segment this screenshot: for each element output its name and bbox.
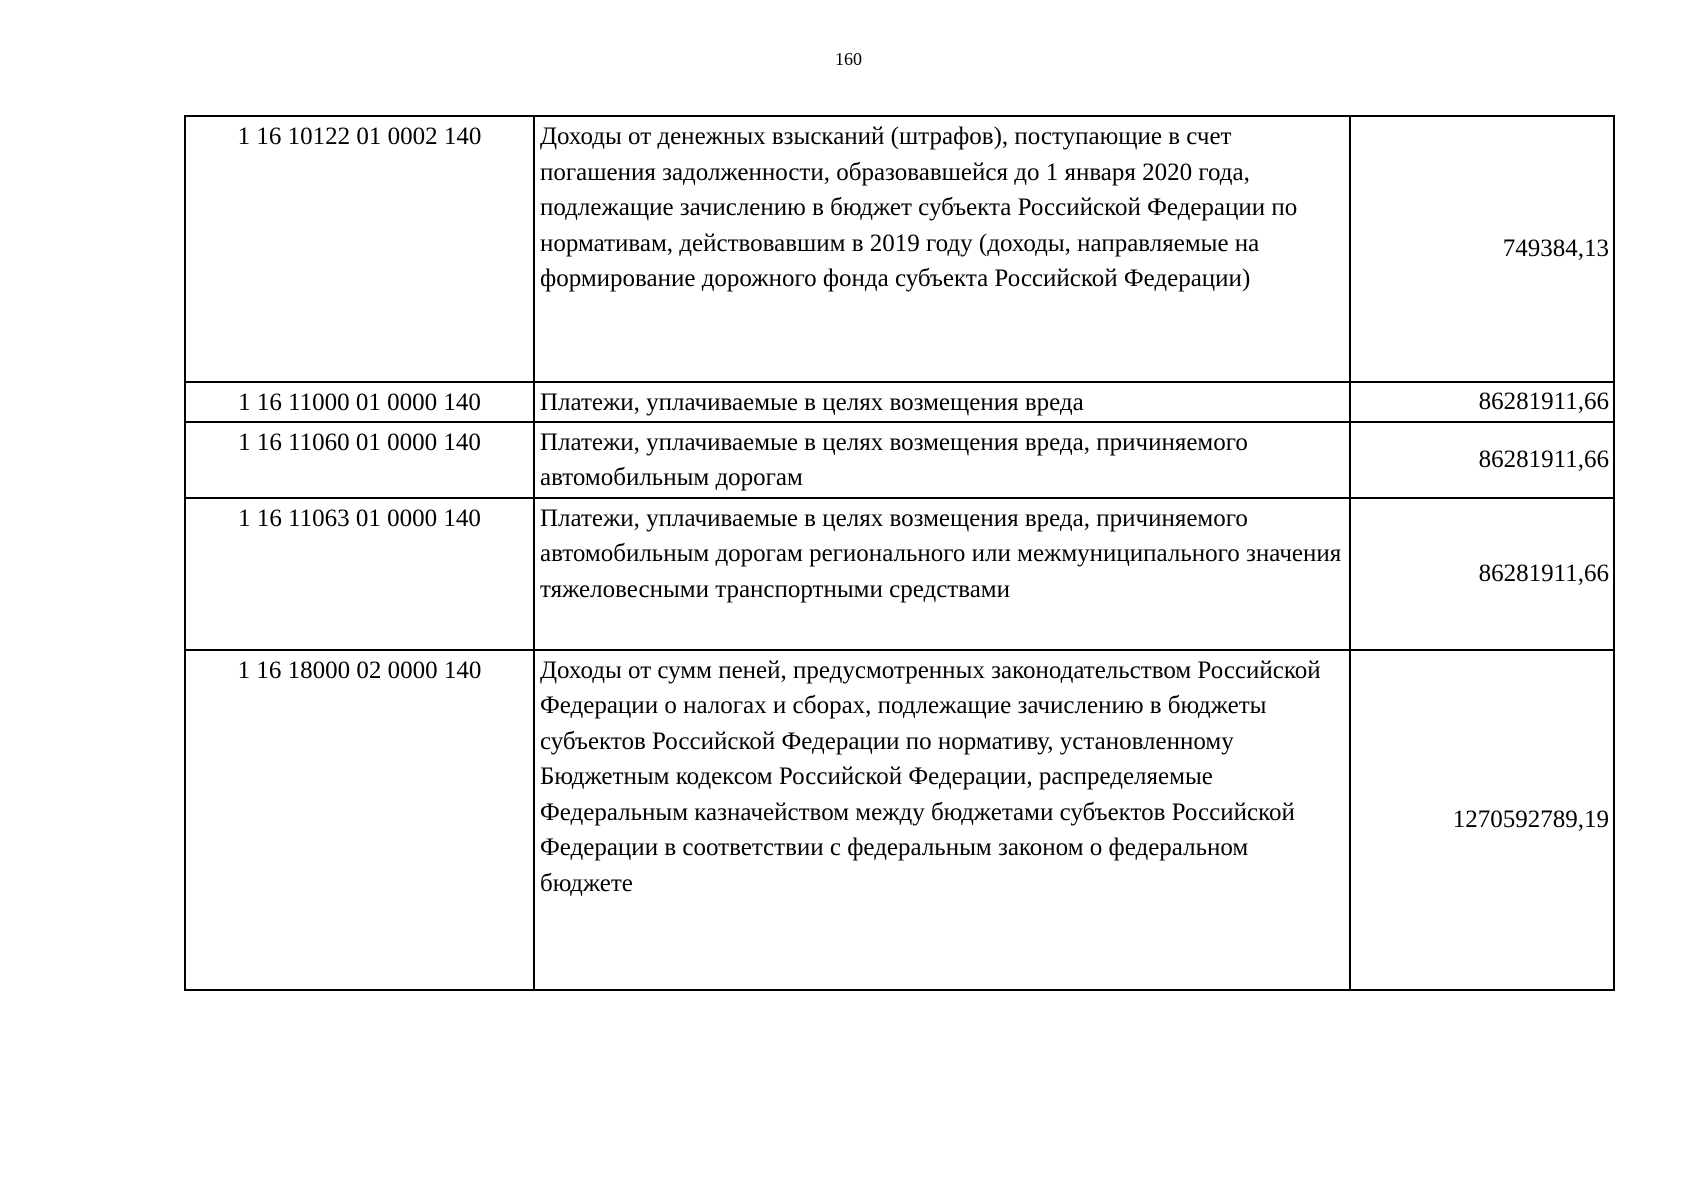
description-cell: Платежи, уплачиваемые в целях возмещения вреда (534, 382, 1350, 422)
description-cell: Доходы от сумм пеней, предусмотренных законодательством Российской Федерации о налогах и сборах, подлежащие зачислению в бюджеты субъектов Российской Федерации по нормативу, установленному Бюджетным кодексом Российской Федерации, распределяемые Федеральным казначейством между бюджетами субъектов Российской Федерации в соответствии с федеральным законом о федеральном бюджете (534, 650, 1350, 990)
amount-cell: 86281911,66 (1350, 498, 1614, 650)
amount-cell: 1270592789,19 (1350, 650, 1614, 990)
table-row (185, 498, 1614, 650)
budget-code-cell: 1 16 18000 02 0000 140 (185, 650, 534, 990)
amount-cell: 749384,13 (1350, 116, 1614, 382)
description-cell: Платежи, уплачиваемые в целях возмещения вреда, причиняемого автомобильным дорогам регионального или межмуниципального значения тяжеловесными транспортными средствами (534, 498, 1350, 650)
budget-revenue-table (184, 115, 1615, 991)
budget-code-cell: 1 16 11063 01 0000 140 (185, 498, 534, 650)
budget-code-cell: 1 16 11000 01 0000 140 (185, 382, 534, 422)
budget-code-cell: 1 16 10122 01 0002 140 (185, 116, 534, 382)
description-cell: Платежи, уплачиваемые в целях возмещения вреда, причиняемого автомобильным дорогам (534, 422, 1350, 498)
page-number: 160 (835, 49, 862, 69)
amount-cell: 86281911,66 (1350, 382, 1614, 422)
budget-code-cell: 1 16 11060 01 0000 140 (185, 422, 534, 498)
table-row (185, 382, 1614, 422)
table-row (185, 650, 1614, 990)
amount-cell: 86281911,66 (1350, 422, 1614, 498)
table-row (185, 116, 1614, 382)
table-row (185, 422, 1614, 498)
description-cell: Доходы от денежных взысканий (штрафов), поступающие в счет погашения задолженности, образовавшейся до 1 января 2020 года, подлежащие зачислению в бюджет субъекта Российской Федерации по нормативам, действовавшим в 2019 году (доходы, направляемые на формирование дорожного фонда субъекта Российской Федерации) (534, 116, 1350, 382)
